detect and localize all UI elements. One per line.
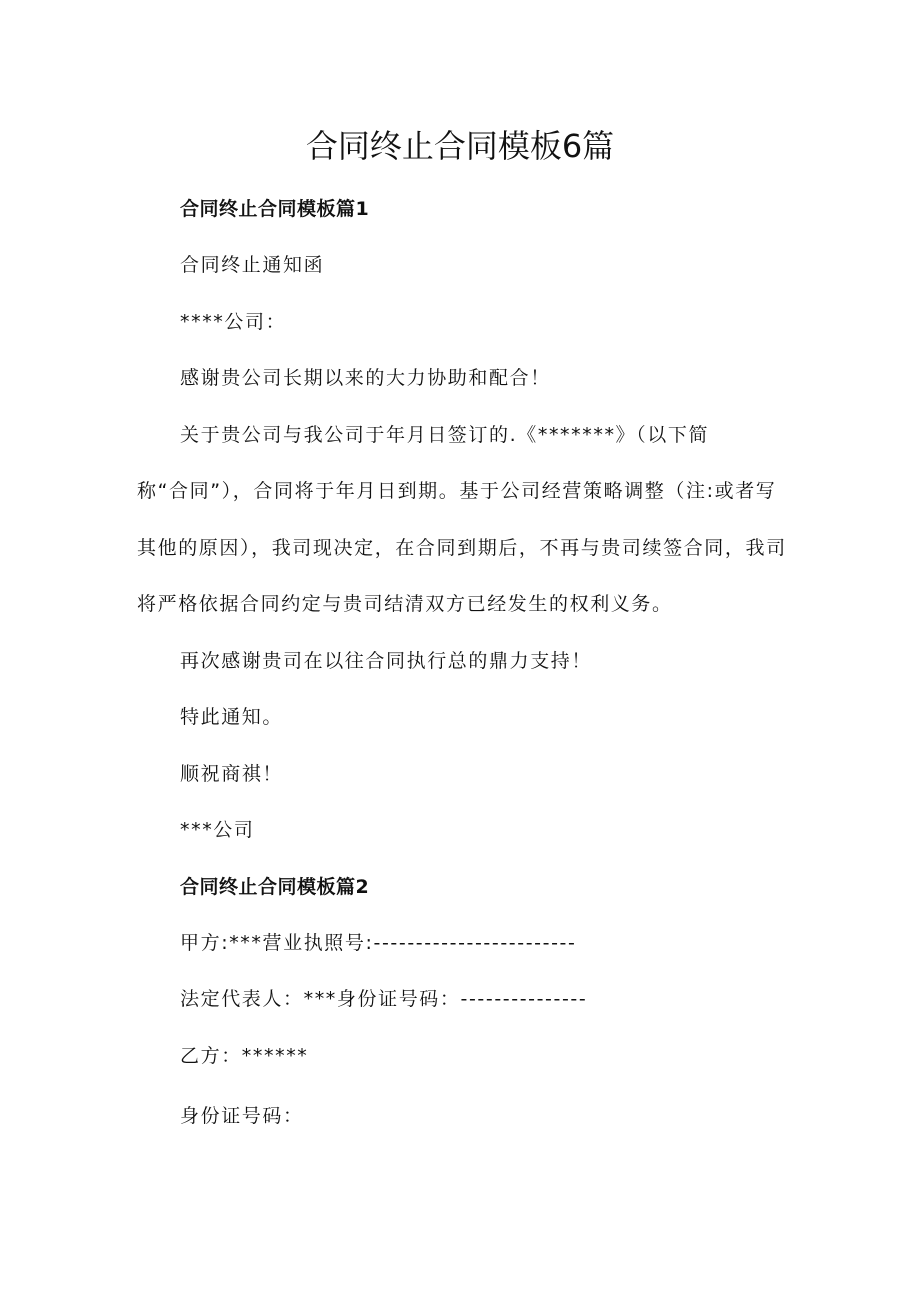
paragraph-body-line-3: 其他的原因），我司现决定，在合同到期后，不再与贵司续签合同，我司 (137, 537, 787, 559)
greeting-closing: 顺祝商祺！ (180, 763, 284, 785)
party-a-line: 甲方:***营业执照号:------------------------ (180, 932, 577, 954)
addressee: ****公司： (180, 311, 287, 333)
notice-title: 合同终止通知函 (180, 254, 325, 276)
id-number-line: 身份证号码： (180, 1105, 304, 1127)
document-title: 合同终止合同模板6篇 (305, 127, 615, 165)
section-heading-1: 合同终止合同模板篇1 (180, 198, 370, 220)
paragraph-thanks: 感谢贵公司长期以来的大力协助和配合！ (180, 367, 551, 389)
signature-company: ***公司 (180, 819, 255, 841)
paragraph-thanks-again: 再次感谢贵司在以往合同执行总的鼎力支持！ (180, 650, 593, 672)
paragraph-body-line-1: 关于贵公司与我公司于年月日签订的.《*******》（以下简 (180, 424, 710, 446)
party-b-line: 乙方：****** (180, 1045, 309, 1067)
notice-closing: 特此通知。 (180, 706, 284, 728)
paragraph-body-line-4: 将严格依据合同约定与贵司结清双方已经发生的权利义务。 (137, 593, 673, 615)
paragraph-body-line-2: 称“合同”），合同将于年月日到期。基于公司经营策略调整（注:或者写 (137, 480, 777, 502)
section-heading-2: 合同终止合同模板篇2 (180, 876, 370, 898)
legal-representative-line: 法定代表人：***身份证号码：--------------- (180, 988, 588, 1010)
